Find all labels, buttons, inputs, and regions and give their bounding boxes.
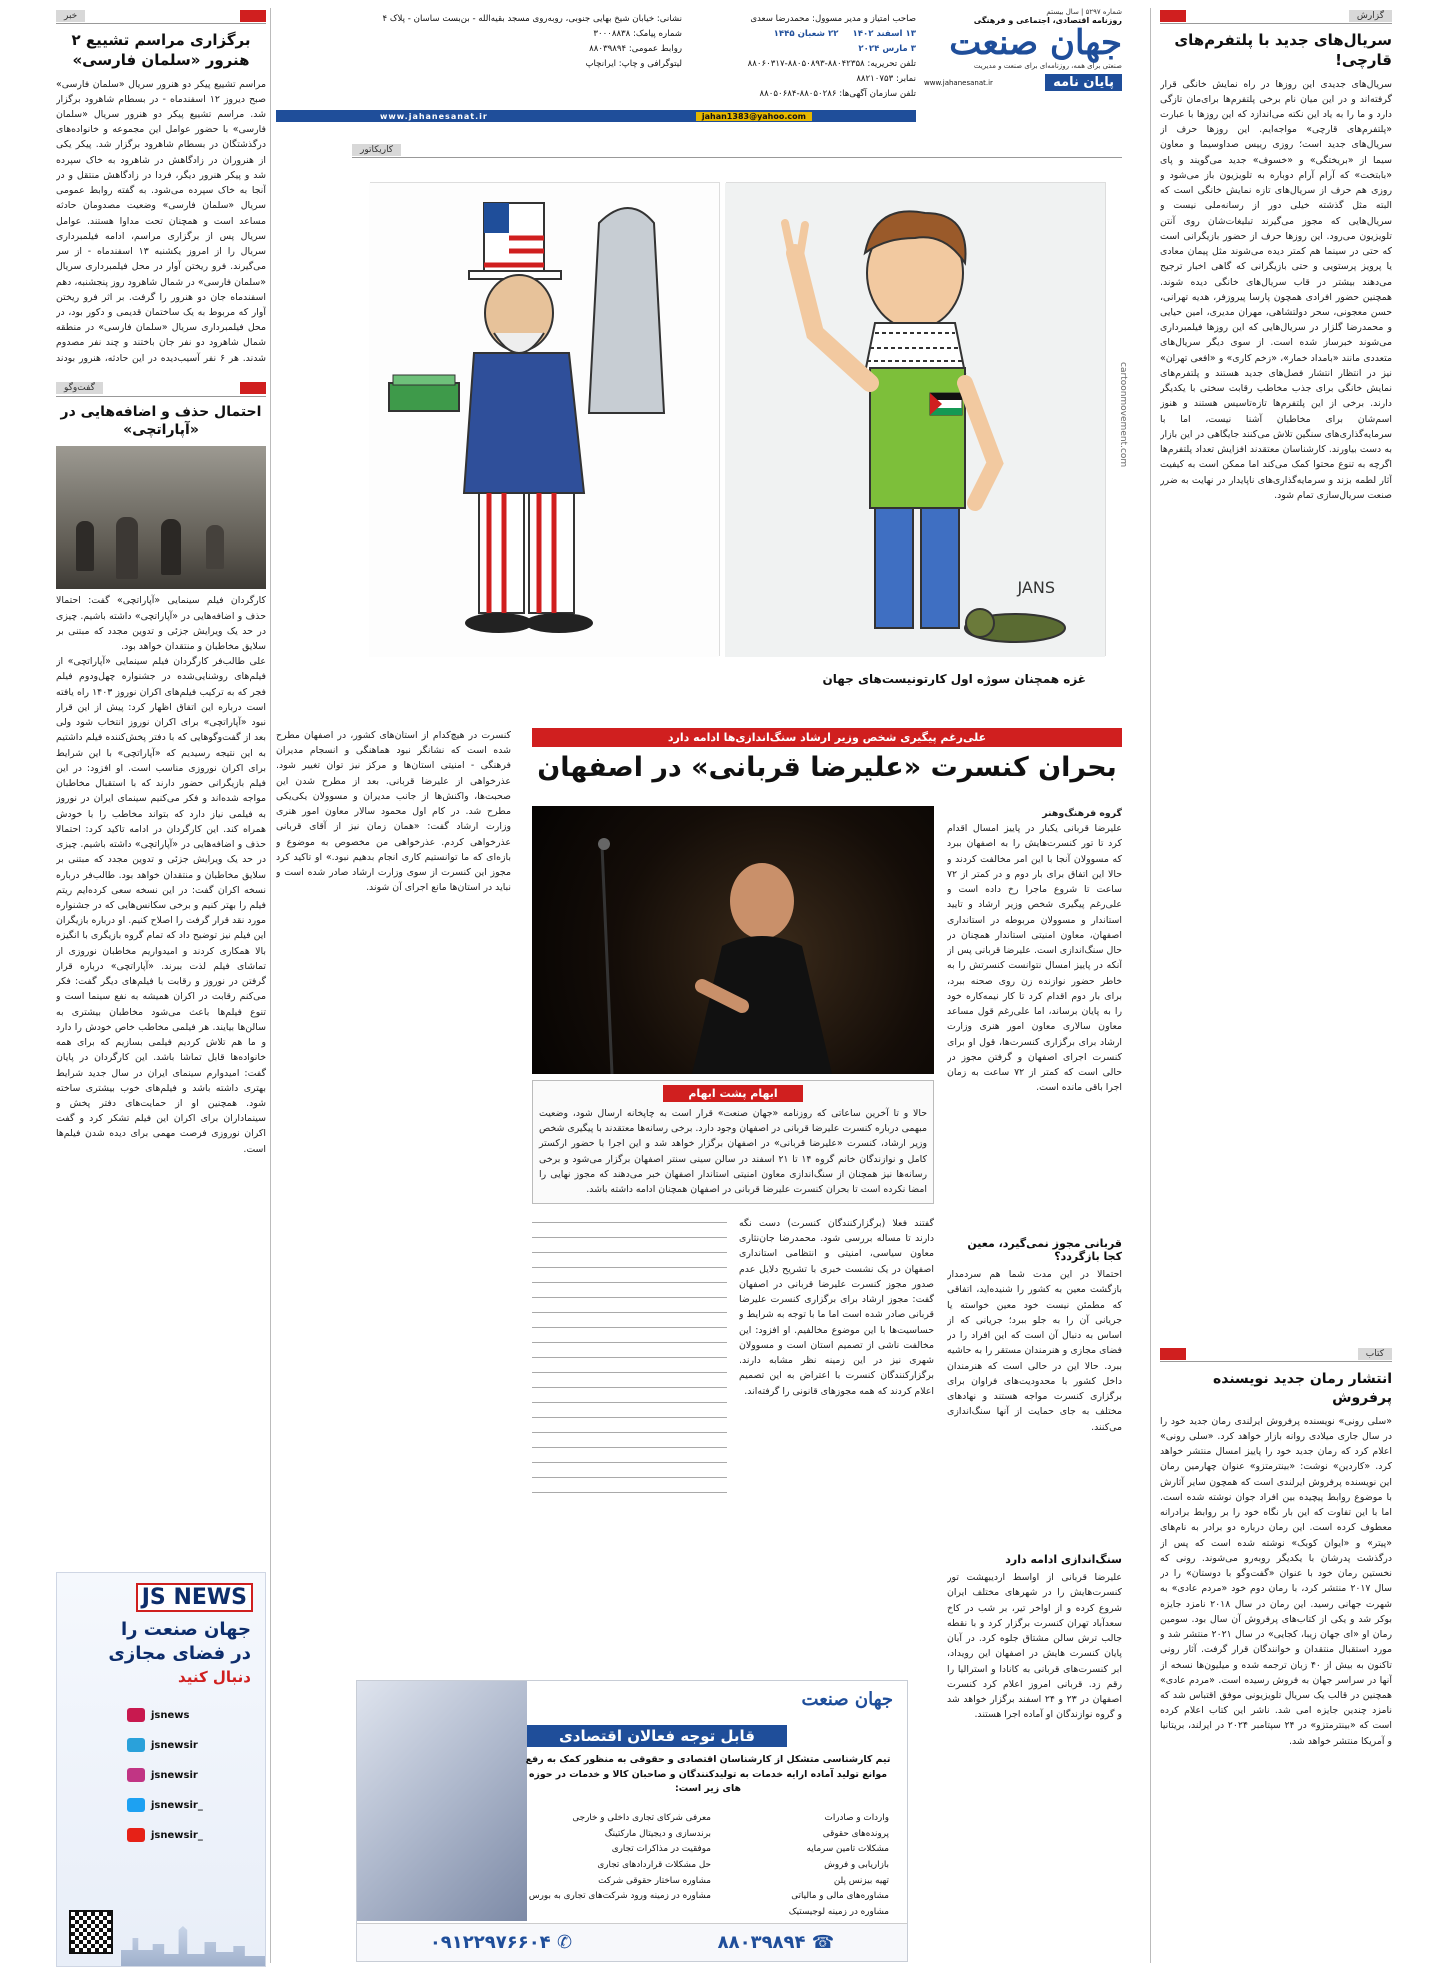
ad-phone-2[interactable]: ۸۸۰۳۹۸۹۴	[717, 1932, 806, 1953]
service-item: حل مشکلات قراردادهای تجاری	[597, 1859, 711, 1870]
left-mid-section-header	[56, 381, 266, 397]
cartoon-uncle-sam-drawing	[369, 183, 719, 657]
right-top-body: سریال‌های جدیدی این روزها در راه نمایش خانگی قرار گرفته‌اند و در این میان نام برخی پلتفرم‌ها برای‌مان تازگی دارد و ما را به یاد این نکته می‌اندازد که این روزها با عبارت «پلتفرم‌های قارچی» مواجه‌ایم. این روزها حرف از سریال‌های جدید است؛ روزی رییس صداوسیما و معاون سیما از «بریختگی» و «خسوف» جدید می‌گویند و پای «بابتخت» که آرام آرام دوباره به تلویزیون باز می‌شود و روزی هم حرف از سریال‌های تازه نمایش خانگی است که البته مثل گذشته خیلی دور از رسانه‌ملی نیست و سریال‌هایی که مجوز می‌گیرند تبلیغات‌شان روی آنتن تلویزیون می‌رود. این روزها حرف از حضور بازیگرانی است که حتی در سینما هم کمتر دیده می‌شوند مثل پیمان معادی یا پرویز پرستویی و حتی بازیگرانی که گاهی اخبار ترجیح می‌دهند بیشتر در قاب سریال‌های خانگی دیده شوند. همچنین حضور افرادی همچون پارسا پیروزفر، هدیه تهرانی، حسن معجونی، سحر دولتشاهی، مهران مدیری، امین حیایی و محمدرضا گلزار در سریال‌هایی که این روزها فیلمبرداری می‌شوند خبرساز شده است. از سوی دیگر سریال‌های متعددی مانند «بامداد خمار»، «زخم کاری» و «افعی تهران» نیز در انتظار انتشار فصل‌های جدید هستند و پلتفرم‌های نمایش خانگی برای جذب مخاطب رقابت سختی با یکدیگر دارند. برخی از این پلتفرم‌ها تازه‌تاسیس هستند و هنوز اسم‌شان برای مخاطبان آشنا نیست، اما با سرمایه‌گذاری‌های سنگین تلاش می‌کنند جایگاهی در این بازار به دست بیاورند. کارشناسان معتقدند افزایش تعداد پلتفرم‌ها اگرچه به تنوع محتوا کمک می‌کند اما ممکن است به کیفیت آثار لطمه بزند و سرمایه‌گذاری‌های ناپایدار در نهایت به ضرر صنعت سریال‌سازی تمام شود.	[1160, 78, 1392, 501]
cartoon-uncle-sam	[370, 182, 720, 656]
service-item: واردات و صادرات	[824, 1813, 889, 1823]
sms-number: شماره پیامک: ۳۰۰۰۸۸۳۸	[593, 29, 682, 40]
fax: نمابر: ۸۸۲۱۰۷۵۳	[856, 74, 916, 85]
ad-phone-1[interactable]: ۰۹۱۲۲۹۷۶۶۰۴	[429, 1932, 551, 1953]
column-divider	[270, 8, 271, 1963]
service-item: معرفی شرکای تجاری داخلی و خارجی	[572, 1813, 711, 1823]
youtube-icon	[127, 1828, 145, 1842]
service-item: برندسازی و دیجیتال مارکتینگ	[604, 1828, 711, 1839]
left-top-body: مراسم تشییع پیکر دو هنرور سریال «سلمان فارسی» صبح دیروز ۱۲ اسفند‌ماه - در بسطام شاهرود برگزار شد. مراسم تشییع پیکر دو هنرور سریال «سلمان فارسی» با حضور عوامل این مجموعه و خانواده‌های درگذشتگان در بسطام شاهرود برگزار شد. پیکر یکی از هنروران در زادگاهش در شاهرود به خاک سپرده شد و پیکر هنرور دیگر، فردا در زادگاهش منتقل و در آنجا به خاک سپرده می‌شود. به گفته روابط عمومی سریال «سلمان فارسی» وضعیت مصدومان حادثه مساعد است و همچنان تحت مداوا هستند. عوامل سریال پس از برگزاری مراسم، ادامه فیلمبرداری سریال را از امروز یکشنبه ۱۳ اسفند‌ماه - از سر می‌گیرند. فرو ریختن آوار در محل فیلمبرداری سریال «سلمان فارسی» در شمال شاهرود روز پنجشنبه، دهم اسفند‌ماه جان دو هنرور را گرفت. بر اثر فرو ریختن آوار که مربوط به یک ساختمان قدیمی و دکور بود، در محل فیلمبرداری سریال «سلمان فارسی» در منطقه شمال شاهرود دو نفر جان باختند و چند نفر مصدوم شدند. هر ۶ نفر آسیب‌دیده در این حادثه، هنرور بودند	[56, 78, 266, 364]
service-item: موفقیت در مذاکرات تجاری	[611, 1844, 711, 1855]
ads-phone: تلفن سازمان آگهی‌ها: ۸۸۰۵۰۲۸۶-۸۸۰۵۰۶۸۴	[759, 89, 916, 100]
ad-photo-hands	[357, 1681, 527, 1921]
email-link[interactable]: jahan1383@yahoo.com	[696, 112, 812, 121]
concert-photo	[532, 806, 934, 1074]
issue-info: شماره ۵۲۹۷ | سال بیستم	[1046, 8, 1122, 16]
main-col3: گفتند فعلا (برگزارکنندگان کنسرت) دست نگه دارند تا مساله بررسی شود. محمدرضا جان‌نثاری معاون سیاسی، امنیتی و انتظامی استانداری اصفهان در یک نشست خبری با تشریح دلایل عدم صدور مجوز کنسرت علیرضا قربانی در اصفهان گفت: مجوز ارشاد برای برگزاری کنسرت علیرضا قربانی صادر شده است اما ما با توجه به شرایط و حساسیت‌ها با این موضوع مخالفیم. او افزود: این مخالفت ناشی از تصمیم استان است و مسوولان شهری نیز در این زمینه نظر مشابه دارند. برگزارکنندگان کنسرت با اعتراض به این تصمیم اعلام کردند که همه مجوزهای قانونی را گرفته‌اند.	[739, 1218, 934, 1397]
cartoon-protester-drawing	[725, 183, 1105, 657]
right-bottom-body: «سلی رونی» نویسنده پرفروش ایرلندی رمان جدید خود را در سال جاری میلادی روانه بازار خواهد کرد. «سلی رونی» اعلام کرد که رمان جدید خود را پاییز امسال منتشر خواهد کرد. «کاردین» نوشت: «بینترمتزو» عنوان چهارمین رمان این نویسنده پرفروش ایرلندی است که همچون سایر آثارش با موضوع روابط پیچیده بین افراد جوان نوشته شده است. اما با این تفاوت که این بار نگاه خود را بر روابط برادرانه معطوف کرده است. این رمان درباره دو برادر به نام‌های «پیتر» و «ایوان کوبک» نوشته شده است که پس از درگذشت پدرشان با یکدیگر روبه‌رو می‌شوند. رونی که نخستین رمان خود با عنوان «گفت‌وگو با دوستان» را در سال ۲۰۱۷ منتشر کرد، با رمان دوم خود «مردم عادی» به شهرت جهانی رسید. این رمان در سال ۲۰۱۸ نامزد جایزه بوکر شد و یکی از کتاب‌های پرفروش آن سال بود. سومین رمان او «ای جهان زیبا، کجایی» در سال ۲۰۲۱ منتشر شد و مورد استقبال منتقدان و خوانندگان قرار گرفت. آثار رونی تاکنون به بیش از ۴۰ زبان ترجمه شده و میلیون‌ها نسخه از آنها در سراسر جهان به فروش رسیده است. «مردم عادی» همچنین در قالب یک سریال تلویزیونی موفق اقتباس شد که نامزد چندین جایزه امی شد. ناشر این کتاب اعلام کرده است که «بینترمتزو» در ۲۴ سپتامبر ۲۰۲۴ در ایرلند، بریتانیا و آمریکا منتشر خواهد شد.	[1160, 1415, 1392, 1747]
right-bottom-section-header	[1160, 1346, 1392, 1362]
phone-editorial: تلفن تحریریه: ۸۸۰۴۲۳۵۸-۸۸۰۵۰۸۹۳-۸۸۰۶۰۳۱۷	[747, 59, 916, 70]
ad-line-3: دنبال کنید	[178, 1667, 251, 1686]
social-row[interactable]	[127, 1821, 265, 1851]
website-link[interactable]: www.jahanesanat.ir	[380, 111, 488, 121]
date-fa: ۱۳ اسفند ۱۴۰۲	[852, 29, 916, 40]
phone-icon: ☎	[811, 1932, 835, 1953]
telegram-icon	[127, 1738, 145, 1752]
ad-brand: جهان صنعت	[801, 1689, 893, 1710]
service-item: مشاوره در زمینه لوجیستیک	[788, 1906, 889, 1917]
column-divider	[1150, 8, 1151, 1963]
cartoon-caption: غزه همچنان سوژه اول کارتونیست‌های جهان	[822, 672, 1086, 686]
right-top-section-label: گزارش	[1349, 10, 1392, 22]
subhead-moin: قربانی مجوز نمی‌گیرد، معین کجا بازگردد؟	[967, 1237, 1122, 1264]
publisher: صاحب امتیاز و مدیر مسوول: محمدرضا سعدی	[750, 14, 916, 24]
right-column	[1160, 0, 1392, 1971]
handle-text: jsnewsir_	[151, 1829, 203, 1841]
social-handles	[57, 1687, 265, 1851]
left-top-section-label: خبر	[56, 10, 85, 22]
section-marker	[240, 10, 266, 22]
section-marker	[240, 382, 266, 394]
js-news-ad[interactable]	[56, 1572, 266, 1967]
section-marker	[1160, 10, 1186, 22]
instagram-icon	[127, 1768, 145, 1782]
right-top-title: سریال‌های جدید با پلتفرم‌های قارچی!	[1174, 31, 1392, 70]
handle-text: jsnewsir_	[151, 1799, 203, 1811]
cartoon-section-label: کاریکاتور	[352, 144, 401, 156]
quote-title: ابهام پشت ابهام	[663, 1085, 803, 1102]
ad-title: قابل توجه فعالان اقتصادی	[527, 1725, 787, 1747]
cartoon-section-header	[352, 142, 1122, 158]
qr-code-icon	[69, 1910, 113, 1954]
ad-desc: تیم کارشناسی متشکل از کارشناسان اقتصادی و حقوقی به منظور کمک به رفع موانع تولید آماده ارایه خدمات به تولیدکنندگان و صاحبان کالا و خدمات در حوزه های زیر است:	[525, 1754, 891, 1795]
page-label: پایان نامه	[1045, 74, 1122, 91]
logo-block	[924, 8, 1122, 118]
web-bar	[276, 110, 916, 122]
main-col1: علیرضا قربانی یکبار در پاییز امسال اقدام کرد تا تور کنسرت‌هایش را به اصفهان ببرد که مسوولان آنجا با این امر مخالفت کردند و حالا این اتفاق برای بار دوم و در کمتر از ۷۲ ساعت تا شروع ماجرا رخ داده است و علی‌رغم پیگیری شخص وزیر ارشاد و تایید استاندار و مسوولان مربوطه در استانداری اصفهان، معاون امنیتی استاندار همچنان در حال سنگ‌اندازی است. علیرضا قربانی پس از آنکه در پاییز امسال نتوانست کنسرتش را به خاطر حضور نوازنده زن روی صحنه ببرد، برای بار دوم اقدام کرد تا کار نیمه‌کاره خود را به پایان برساند، اما علی‌رغم قول مساعد معاون سالاری معاون امور هنری وزارت ارشاد برای برگزاری کنسرت‌ها، قول او برای کنسرت اجرای اصفهان و گرفتن مجوز در حالی است که کمتر از ۷۲ ساعت به زمان اجرا باقی مانده است.	[947, 823, 1122, 1094]
public-relations: روابط عمومی: ۸۸۰۳۹۸۹۴	[589, 44, 682, 55]
social-row[interactable]	[127, 1731, 265, 1761]
subhead-sang: سنگ‌اندازی ادامه دارد	[1005, 1553, 1122, 1567]
printing: لیتوگرافی و چاپ: ایرانچاپ	[585, 59, 682, 70]
main-title: بحران کنسرت «علیرضا قربانی» در اصفهان	[537, 752, 1117, 783]
ad-services-left	[511, 1811, 711, 1905]
left-mid-intro: کارگردان فیلم سینمایی «آپاراتچی» گفت: احتمالا حذف و اضافه‌هایی در «آپاراتچی» داشته باشیم. چیزی در حد یک ویرایش جزئی و تدوین مجدد که مبتنی بر سلایق مخاطبان و منتقدان خواهد بود.	[56, 595, 266, 652]
left-mid-section-label: گفت‌وگو	[56, 382, 103, 394]
service-item: بازاریابی و فروش	[824, 1859, 889, 1870]
left-mid-body: علی طالب‌فر کارگردان فیلم سینمایی «آپاراتچی» از فیلم‌های روشنایی‌شده در جشنواره چهل‌ودوم فیلم فجر که به ترکیب فیلم‌های اکران نوروز ۱۴۰۳ راه یافته است درباره این اتفاق اظهار کرد: پیش از این قرار نبود «آپاراتچی» برای اکران نوروز انتخاب شود ولی بعد از گفت‌وگوهایی که با دفتر پخش‌کننده فیلم داشتیم به این نتیجه رسیدیم که «آپاراتچی» با این شرایط برای اکران نوروزی مناسب است. او افزود: در این فیلم بازیگرانی حضور دارند که با استقبال مخاطبان مواجه شده‌اند و فکر می‌کنیم سینمای ایران در نوروز به فیلمی نیاز دارد که بتواند مخاطب را با خودش همراه کند. این کارگردان در ادامه تاکید کرد: احتمالا حذف و اضافه‌هایی در «آپاراتچی» داشته باشیم. چیزی در حد یک ویرایش جزئی و تدوین مجدد که مبتنی بر سلایق مخاطبان و منتقدان خواهد بود. طالب‌فر درباره نسخه اکران گفت: در این نسخه سعی کرده‌ایم ریتم فیلم را بهتر کنیم و برخی سکانس‌هایی که در جشنواره مورد نقد قرار گرفت را اصلاح کنیم. او درباره بازیگران این فیلم نیز توضیح داد که تمام گروه بازیگری با انگیزه بالا همکاری کردند و امیدواریم مخاطبان نوروزی از تماشای فیلم لذت ببرند. «آپاراتچی» درباره قرار گرفتن در نوروز و رقابت با فیلم‌های دیگر گفت: فکر می‌کنم رقابت در اکران همیشه به نفع سینما است و تنوع فیلم‌ها باعث می‌شود مخاطبان بیشتری به سالن‌ها بیایند. هر فیلمی مخاطب خاص خودش را دارد و ما هم تلاش کردیم فیلمی بسازیم که برای همه خانواده‌ها قابل تماشا باشد. این کارگردان در پایان گفت: امیدوارم سینمای ایران در سال جدید شرایط بهتری داشته باشد و فیلم‌های خوب بیشتری ساخته شود. همچنین او از حمایت‌های دفتر پخش و سینماداران برای اکران این فیلم تشکر کرد و گفت اکران نوروزی فرصت مهمی برای دیده شدن فیلم‌ها است.	[56, 656, 266, 1155]
main-col4: کنسرت در هیچ‌کدام از استان‌های کشور، در اصفهان مطرح شده است که نشانگر نبود هماهنگی و انسجام مدیران فرهنگی - امنیتی استان‌ها و مرکز نیز توان تغییر شود. عذرخواهی از علیرضا قربانی. بعد از مطرح شدن این صحبت‌ها، واکنش‌ها از جانب مدیران و مسوولان یکی‌یکی مطرح شد. در کام اول محمود سالار معاون امور هنری وزارت ارشاد گفت: «همان زمان نیز از آقای قربانی عذرخواهی کردم. عذرخواهی من مخصوص به موضوع و بازه‌ای که ما توانستیم کاری انجام بدهیم نبود.» او تاکید کرد مجوز این کنسرت از سوی وزارت ارشاد صادر شده است و نباید در استان‌ها مانع اجرای آن شوند.	[276, 730, 511, 894]
cartoon-source: cartoonmovement.com	[1118, 362, 1128, 468]
services-ad[interactable]	[356, 1680, 908, 1962]
aparat-icon	[127, 1708, 145, 1722]
newspaper-logo: جهان صنعت	[949, 23, 1122, 63]
service-item: پرونده‌های حقوقی	[822, 1828, 889, 1839]
masthead-website-small[interactable]: www.jahanesanat.ir	[924, 78, 993, 87]
handle-text: jsnewsir	[151, 1769, 198, 1781]
js-news-logo: JS NEWS	[136, 1583, 253, 1612]
right-top-section-header	[1160, 8, 1392, 24]
film-still-photo	[56, 446, 266, 589]
handle-text: jsnewsir	[151, 1739, 198, 1751]
left-column	[56, 0, 266, 1971]
twitter-icon	[127, 1798, 145, 1812]
service-item: مشاوره‌های مالی و مالیاتی	[791, 1891, 889, 1902]
ad-services-right	[719, 1811, 889, 1921]
date-en: ۳ مارس ۲۰۲۴	[858, 44, 916, 55]
ad-line-1: جهان صنعت را	[121, 1619, 251, 1640]
quote-body: حالا و تا آخرین ساعاتی که روزنامه «جهان صنعت» قرار است به چاپخانه ارسال شود، وضعیت مبهمی درباره کنسرت علیرضا قربانی در اصفهان وجود دارد. برخی رسانه‌ها معتقدند با پیگیری شخص وزیر ارشاد، کنسرت «علیرضا قربانی» در اصفهان برگزار خواهد شد و این اجرا با حضور ارکستر کامل و نوازندگان خانم گروه ۱۴ تا ۲۱ اسفند در سالن سینی سنتر اصفهان برگزار می‌شود و برخی رسانه‌ها نیز همچنان از سنگ‌اندازی معاون امنیتی استاندار اصفهان خبر می‌دهند که مجوز نهایی را امضا نکرده است تا بحران کنسرت علیرضا قربانی در اصفهان همچنان ادامه داشته باشد.	[539, 1108, 927, 1196]
main-kicker: علی‌رغم پیگیری شخص وزیر ارشاد سنگ‌اندازی‌ها ادامه دارد	[532, 728, 1122, 747]
address: نشانی: خیابان شیخ بهایی جنوبی، روبه‌روی مسجد بقیه‌الله - بن‌بست ساسان - پلاک ۴	[382, 14, 682, 24]
cartoon-protester	[726, 182, 1106, 656]
ad-phone-bar	[357, 1923, 907, 1961]
left-top-section-header	[56, 8, 266, 24]
main-col3b	[532, 1216, 727, 1506]
section-marker	[1160, 1348, 1186, 1360]
masthead-subtitle: روزنامه اقتصادی، اجتماعی و فرهنگی	[973, 16, 1122, 25]
social-row[interactable]	[127, 1701, 265, 1731]
service-item: مشاوره در زمینه ورود شرکت‌های تجاری به بورس	[528, 1891, 711, 1902]
main-col5: علیرضا قربانی از اواسط اردیبهشت تور کنسرت‌هایش را در شهرهای مختلف ایران شروع کرده و از اواخر تیر، بر شب در کاخ سعدآباد تهران کنسرت برگزار کرد و با نقطه جالب ترش سالن مشتاق جلوه کرد. در آبان پایان کنسرت هایش در اصفهان این رویداد، ابر کنسرت‌های قربانی به کانادا و استرالیا را رقم زد. قربانی امروز اعلام کرد کنسرت اصفهان در ۲۳ و ۲۴ اسفند برگزار خواهد شد و گروه نوازندگان او آماده اجرا هستند.	[947, 1572, 1122, 1721]
masthead	[276, 8, 1122, 120]
service-item: تهیه بیزنس پلن	[833, 1875, 889, 1886]
cartoon-section	[352, 142, 1128, 708]
ad-line-2: در فضای مجازی	[108, 1643, 251, 1665]
slogan: صنعتی برای همه، روزنامه‌ای برای صنعت و مدیریت	[973, 62, 1122, 71]
quote-box	[532, 1080, 934, 1204]
main-byline: گروه فرهنگ‌وهنر	[1042, 808, 1122, 819]
handle-text: jsnews	[151, 1709, 190, 1721]
right-bottom-title: انتشار رمان جدید نویسنده پرفروش	[1212, 1371, 1392, 1406]
service-item: مشکلات تامین سرمایه	[806, 1844, 889, 1855]
main-article	[276, 728, 1122, 1721]
mobile-icon: ✆	[556, 1932, 573, 1953]
social-row[interactable]	[127, 1761, 265, 1791]
main-col2: احتمالا در این مدت شما هم سردمدار بازگشت معین به کشور را شنیده‌اید، اتفاقی که مطمئن نیست خود معین خواسته یا جریانی آن را به جلو ببرد؛ جریانی که از اساس به دنبال آن است که این افراد را در فضای مجازی و هنرمندان مستقر را به حاشیه ببرد. حالا این در حالی است که هنرمندان داخل کشور با محدودیت‌های فراوان برای برگزاری کنسرت مواجه هستند و نهادهای مختلف به جای حمایت از آنها سنگ‌اندازی می‌کنند.	[947, 1269, 1122, 1433]
city-skyline-graphic	[121, 1926, 265, 1966]
left-top-title: برگزاری مراسم تشییع ۲ هنرور «سلمان فارسی»	[71, 31, 251, 70]
social-row[interactable]	[127, 1791, 265, 1821]
right-bottom-section-label: کتاب	[1358, 1348, 1392, 1360]
artist-signature: JANS	[1017, 578, 1055, 597]
date-hijri: ۲۲ شعبان ۱۴۴۵	[773, 29, 839, 40]
left-mid-title: احتمال حذف و اضافه‌هایی در «آپاراتچی»	[60, 403, 262, 439]
service-item: مشاوره ساختار حقوقی شرکت	[598, 1875, 711, 1886]
singer-illustration	[532, 806, 934, 1074]
